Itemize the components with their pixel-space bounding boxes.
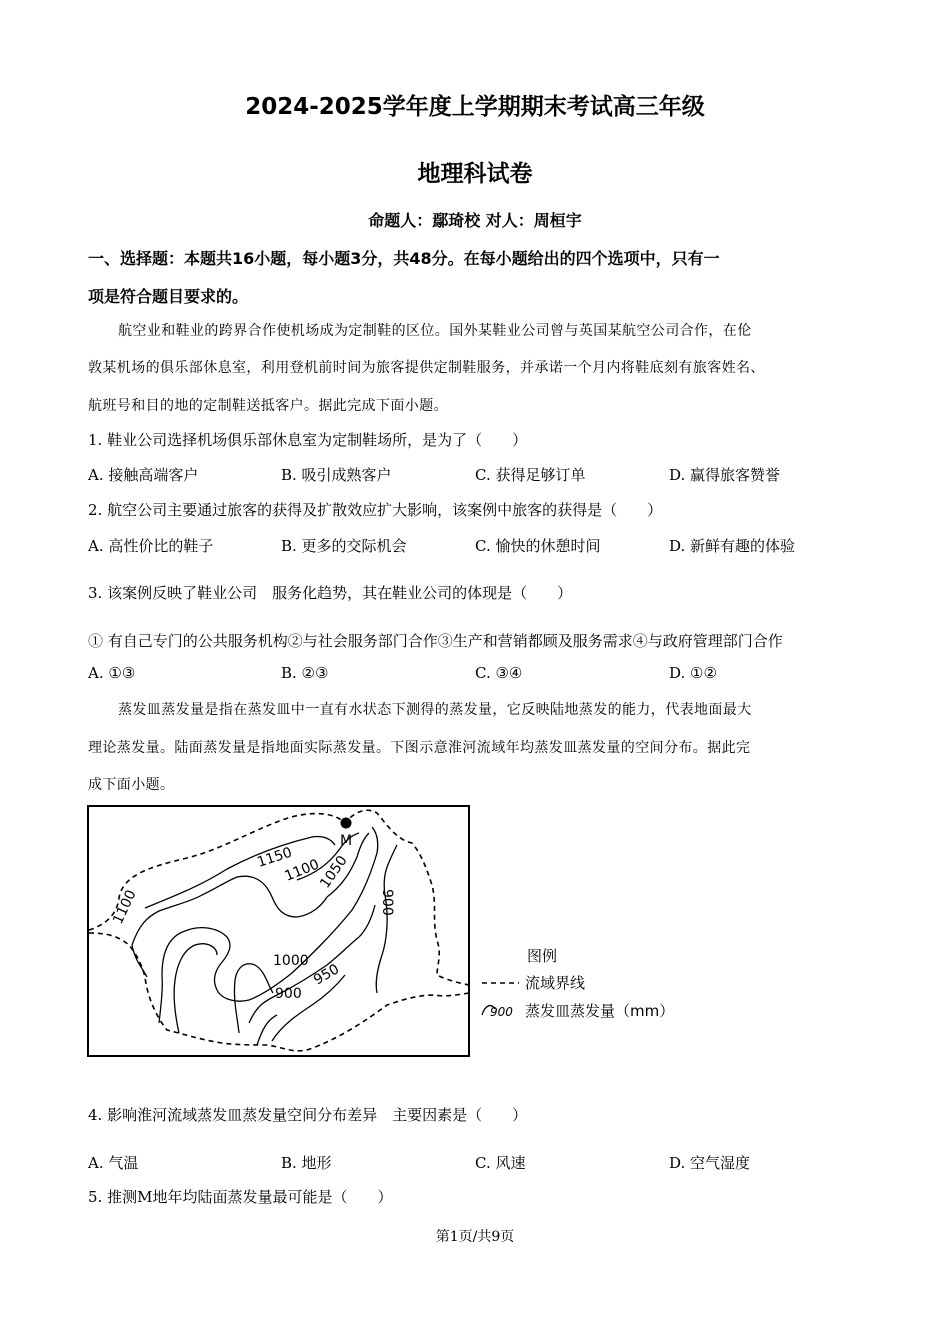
point-m-label: M xyxy=(340,833,353,849)
passage2-line2: 理论蒸发量。陆面蒸发量是指地面实际蒸发量。下图示意淮河流域年均蒸发皿蒸发量的空间分布。据此完 xyxy=(88,740,751,756)
passage1-line2: 敦某机场的俱乐部休息室，利用登机前时间为旅客提供定制鞋服务，并承诺一个月内将鞋底刻有旅客姓名、 xyxy=(88,360,765,376)
legend-title: 图例 xyxy=(527,947,558,965)
page-footer: 第1页/共9页 xyxy=(435,1229,515,1245)
question-1-stem: 1. 鞋业公司选择机场俱乐部休息室为定制鞋场所，是为了（ ） xyxy=(88,431,528,449)
legend-boundary-label: 流域界线 xyxy=(525,974,586,992)
question-3-option-d: D. ①② xyxy=(669,664,717,682)
question-2-option-d: D. 新鲜有趣的体验 xyxy=(669,537,796,555)
passage1-line1: 航空业和鞋业的跨界合作使机场成为定制鞋的区位。国外某鞋业公司曾与英国某航空公司合作，在伦 xyxy=(118,323,752,339)
contour-label-1150: 1150 xyxy=(255,844,295,871)
evaporation-contour-map xyxy=(87,805,687,1060)
contour-label-1100-east: 1100 xyxy=(282,856,322,885)
contour-label-1100-west: 1100 xyxy=(110,887,140,927)
legend-contour-label: 蒸发皿蒸发量（mm） xyxy=(525,1002,675,1020)
question-2-stem: 2. 航空公司主要通过旅客的获得及扩散效应扩大影响，该案例中旅客的获得是（ ） xyxy=(88,501,663,519)
exam-subtitle: 地理科试卷 xyxy=(417,161,533,187)
question-4-stem: 4. 影响淮河流域蒸发皿蒸发量空间分布差异 主要因素是（ ） xyxy=(88,1106,528,1124)
question-2-option-b: B. 更多的交际机会 xyxy=(281,537,407,555)
contour-label-1050: 1050 xyxy=(317,852,351,892)
contour-label-1000: 1000 xyxy=(273,953,309,969)
point-m-marker xyxy=(341,818,352,829)
authors-line: 命题人：鄢琦校 对人：周桓宇 xyxy=(368,211,582,230)
question-4-option-c: C. 风速 xyxy=(475,1154,526,1172)
passage1-line3: 航班号和目的地的定制鞋送抵客户。据此完成下面小题。 xyxy=(88,398,448,414)
question-3-option-b: B. ②③ xyxy=(281,664,329,682)
question-4-option-b: B. 地形 xyxy=(281,1154,332,1172)
question-3-option-c: C. ③④ xyxy=(475,664,523,682)
question-1-option-a: A. 接触高端客户 xyxy=(88,466,199,484)
question-2-option-a: A. 高性价比的鞋子 xyxy=(88,537,214,555)
question-5-stem: 5. 推测M地年均陆面蒸发量最可能是（ ） xyxy=(88,1188,393,1206)
question-3-items: ① 有自己专门的公共服务机构②与社会服务部门合作③生产和营销都顾及服务需求④与政府管理部门合作 xyxy=(88,632,783,650)
question-2-option-c: C. 愉快的休憩时间 xyxy=(475,537,601,555)
question-3-option-a: A. ①③ xyxy=(88,664,136,682)
question-1-option-b: B. 吸引成熟客户 xyxy=(281,466,392,484)
question-1-option-c: C. 获得足够订单 xyxy=(475,466,586,484)
question-4-option-a: A. 气温 xyxy=(88,1154,139,1172)
section-heading-line2: 项是符合题目要求的。 xyxy=(88,287,249,306)
contour-label-950: 950 xyxy=(311,961,343,989)
question-3-stem: 3. 该案例反映了鞋业公司 服务化趋势，其在鞋业公司的体现是（ ） xyxy=(88,584,573,602)
section-heading-line1: 一、选择题：本题共16小题，每小题3分，共48分。在每小题给出的四个选项中，只有一 xyxy=(88,249,720,268)
question-1-option-d: D. 赢得旅客赞誉 xyxy=(669,466,781,484)
legend-contour-value: 900 xyxy=(490,1005,513,1019)
contour-label-900-south: 900 xyxy=(275,986,302,1002)
passage2-line3: 成下面小题。 xyxy=(88,777,175,793)
exam-title: 2024-2025学年度上学期期末考试高三年级 xyxy=(245,94,705,120)
contour-label-900-east: 900 xyxy=(379,889,395,916)
passage2-line1: 蒸发皿蒸发量是指在蒸发皿中一直有水状态下测得的蒸发量，它反映陆地蒸发的能力，代表地面最大 xyxy=(118,702,752,718)
question-4-option-d: D. 空气湿度 xyxy=(669,1154,751,1172)
